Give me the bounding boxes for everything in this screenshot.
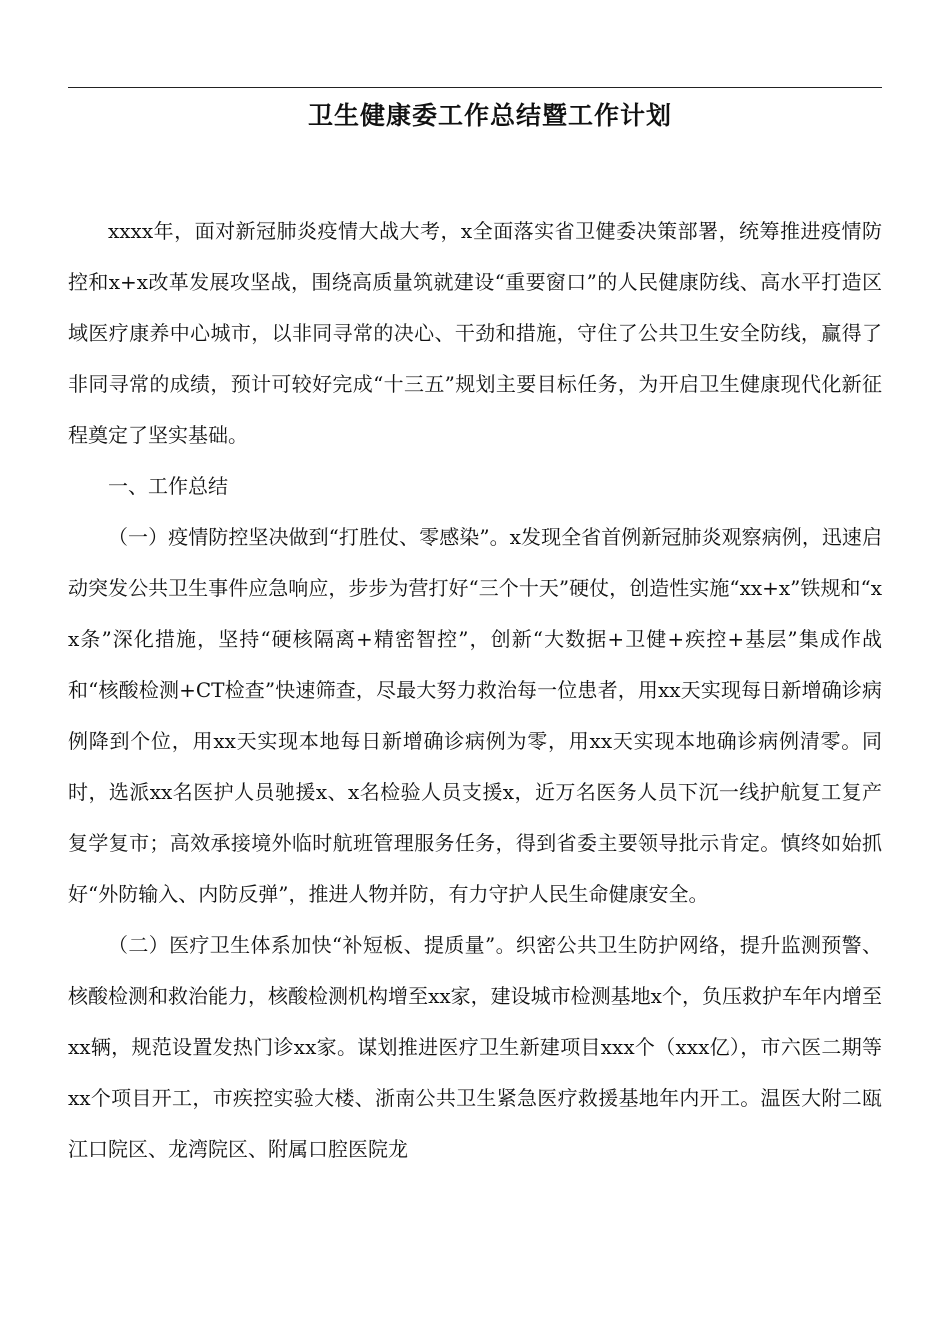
document-title: 卫生健康委工作总结暨工作计划 bbox=[307, 101, 672, 130]
header-rule bbox=[68, 87, 882, 88]
section-heading-work-summary: 一、工作总结 bbox=[108, 474, 228, 498]
intro-paragraph: xxxx年，面对新冠肺炎疫情大战大考，x全面落实省卫健委决策部署，统筹推进疫情防控和x+x改革发展攻坚战，围绕高质量筑就建设“重要窗口”的人民健康防线、高水平打造区域医疗康养中心城市，以非同寻常的决心、干劲和措施，守住了公共卫生安全防线，赢得了非同寻常的成绩，预计可较好完成“十三五”规划主要目标任务，为开启卫生健康现代化新征程奠定了坚实基础。 bbox=[68, 219, 882, 447]
paragraph-health-system: （二）医疗卫生体系加快“补短板、提质量”。织密公共卫生防护网络，提升监测预警、核酸检测和救治能力，核酸检测机构增至xx家，建设城市检测基地x个，负压救护车年内增至xx辆，规范设置发热门诊xx家。谋划推进医疗卫生新建项目xxx个（xxx亿），市六医二期等xx个项目开工，市疾控实验大楼、浙南公共卫生紧急医疗救援基地年内开工。温医大附二瓯江口院区、龙湾院区、附属口腔医院龙 bbox=[68, 933, 882, 1161]
document-body bbox=[68, 206, 882, 1175]
paragraph-epidemic-control: （一）疫情防控坚决做到“打胜仗、零感染”。x发现全省首例新冠肺炎观察病例，迅速启动突发公共卫生事件应急响应，步步为营打好“三个十天”硬仗，创造性实施“xx+x”铁规和“xx条”深化措施，坚持“硬核隔离+精密智控”，创新“大数据+卫健+疾控+基层”集成作战和“核酸检测+CT检查”快速筛查，尽最大努力救治每一位患者，用xx天实现每日新增确诊病例降到个位，用xx天实现本地每日新增确诊病例为零，用xx天实现本地确诊病例清零。同时，选派xx名医护人员驰援x、x名检验人员支援x，近万名医务人员下沉一线护航复工复产复学复市；高效承接境外临时航班管理服务任务，得到省委主要领导批示肯定。慎终如始抓好“外防输入、内防反弹”，推进人物并防，有力守护人民生命健康安全。 bbox=[68, 525, 882, 906]
